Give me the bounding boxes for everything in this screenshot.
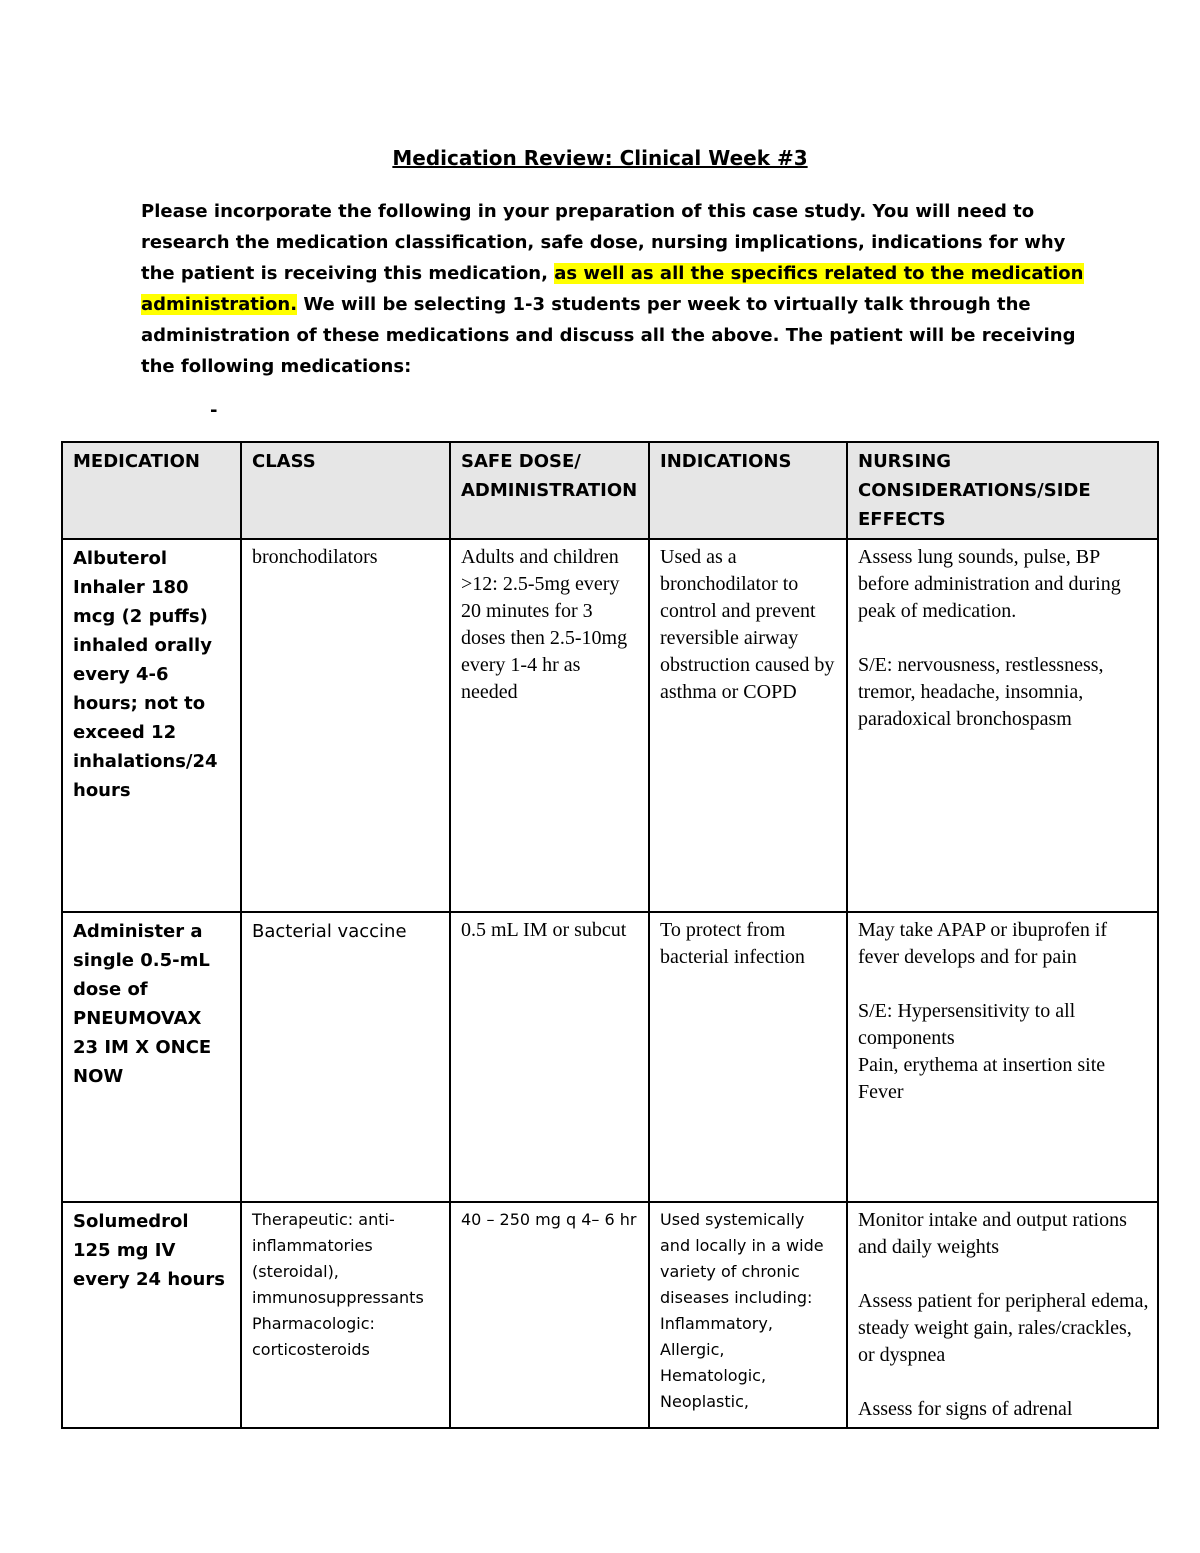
intro-highlight: as well as all the specifics related to the medication administration. — [141, 263, 1084, 315]
cell-class: bronchodilators — [241, 539, 450, 912]
header-safe-dose: SAFE DOSE/ ADMINISTRATION — [450, 442, 649, 539]
cell-indications — [649, 1202, 847, 1428]
cell-dose: 40 – 250 mg q 4– 6 hr — [450, 1202, 649, 1428]
intro-paragraph — [141, 196, 1091, 382]
nursing-text: Monitor intake and output rations and daily weights — [858, 1209, 1127, 1258]
nursing-text: Assess patient for peripheral edema, steady weight gain, rales/crackles, or dyspnea — [858, 1290, 1149, 1366]
nursing-text: May take APAP or ibuprofen if fever develops and for pain — [858, 919, 1108, 968]
nursing-text: Assess for signs of adrenal — [858, 1398, 1073, 1420]
cell-medication: Administer a single 0.5-mL dose of PNEUMOVAX 23 IM X ONCE NOW — [62, 912, 241, 1202]
cell-class — [241, 1202, 450, 1428]
class-pharmacologic: Pharmacologic: corticosteroids — [252, 1314, 375, 1359]
indications-text: Used systemically and locally in a wide variety of chronic diseases including: — [660, 1210, 824, 1307]
table-row — [62, 539, 1158, 912]
cell-nursing — [847, 912, 1158, 1202]
cell-class: Bacterial vaccine — [241, 912, 450, 1202]
intro-text-2: We will be selecting 1-3 students per week to virtually talk through the administration of these medications and discuss all the above. The patient will be receiving the following medications: — [141, 294, 1076, 377]
indications-item: Inflammatory, — [660, 1314, 773, 1333]
table-header-row — [62, 442, 1158, 539]
header-medication: MEDICATION — [62, 442, 241, 539]
table-row — [62, 1202, 1158, 1428]
cell-nursing — [847, 1202, 1158, 1428]
indications-item: Hematologic, — [660, 1366, 767, 1385]
cell-nursing — [847, 539, 1158, 912]
class-therapeutic: Therapeutic: anti-inflammatories (steroidal), immunosuppressants — [252, 1210, 424, 1307]
medication-table — [61, 441, 1159, 1429]
header-class: CLASS — [241, 442, 450, 539]
cell-dose: 0.5 mL IM or subcut — [450, 912, 649, 1202]
table-row — [62, 912, 1158, 1202]
side-effects-text: Pain, erythema at insertion site — [858, 1054, 1106, 1076]
cell-dose: Adults and children >12: 2.5-5mg every 20 minutes for 3 doses then 2.5-10mg every 1-4 hr as needed — [450, 539, 649, 912]
cell-indications: To protect from bacterial infection — [649, 912, 847, 1202]
side-effects-text: S/E: Hypersensitivity to all components — [858, 1000, 1076, 1049]
header-indications: INDICATIONS — [649, 442, 847, 539]
cell-indications: Used as a bronchodilator to control and prevent reversible airway obstruction caused by asthma or COPD — [649, 539, 847, 912]
cell-medication: Albuterol Inhaler 180 mcg (2 puffs) inhaled orally every 4-6 hours; not to exceed 12 inhalations/24 hours — [62, 539, 241, 912]
nursing-text: Assess lung sounds, pulse, BP before administration and during peak of medication. — [858, 546, 1121, 622]
cell-medication: Solumedrol 125 mg IV every 24 hours — [62, 1202, 241, 1428]
indications-item: Allergic, — [660, 1340, 725, 1359]
list-dash: - — [210, 400, 218, 421]
side-effects-text: Fever — [858, 1081, 904, 1103]
indications-item: Neoplastic, — [660, 1392, 749, 1411]
document-title: Medication Review: Clinical Week #3 — [392, 146, 808, 170]
intro-text-1: Please incorporate the following in your preparation of this case study. You will need to research the medication classification, safe dose, nursing implications, indications for why the patient is receiving this medication, — [141, 201, 1066, 284]
header-nursing: NURSING CONSIDERATIONS/SIDE EFFECTS — [847, 442, 1158, 539]
side-effects-text: S/E: nervousness, restlessness, tremor, headache, insomnia, paradoxical bronchospasm — [858, 654, 1104, 730]
